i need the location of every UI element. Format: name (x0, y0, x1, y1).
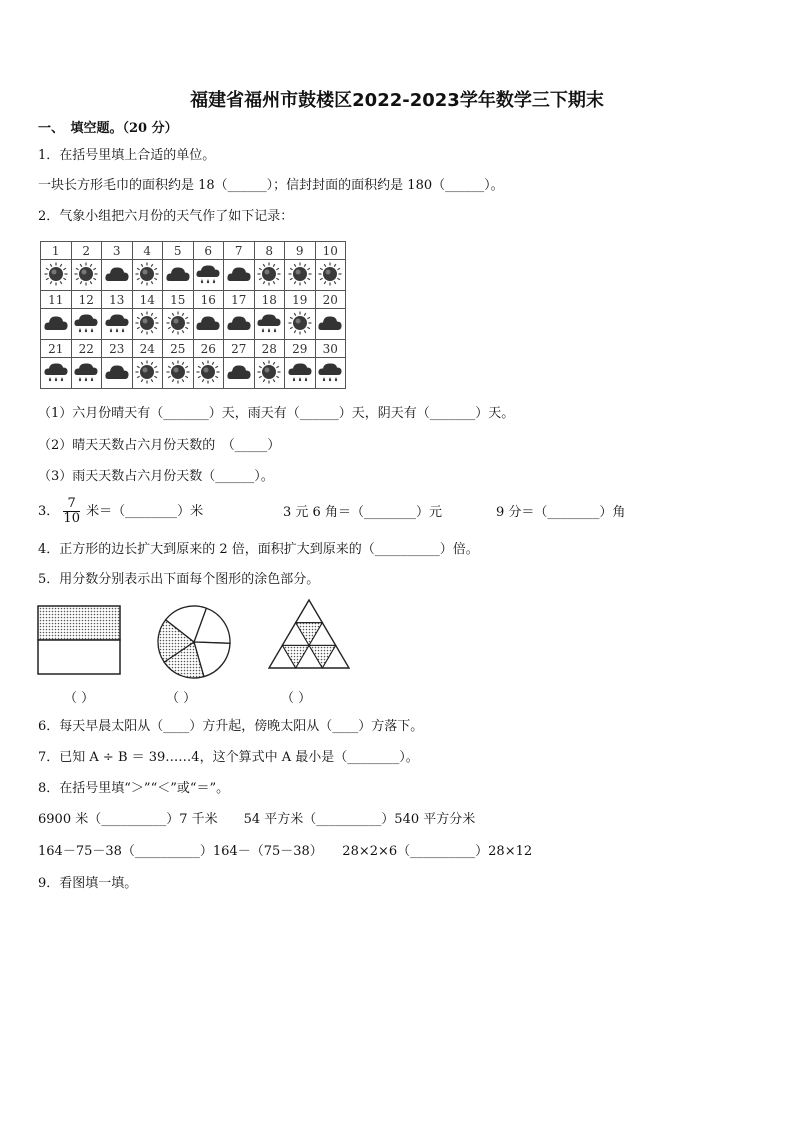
weather-cell (163, 309, 194, 340)
weather-cell (254, 260, 285, 291)
cloud-icon (165, 261, 191, 287)
cloud-icon (226, 359, 252, 385)
sun-icon (195, 359, 221, 385)
question-4: 4．正方形的边长扩大到原来的 2 倍，面积扩大到原来的（__________）倍。 (38, 542, 479, 557)
day-number: 14 (132, 291, 163, 309)
fraction-denominator: 10 (63, 511, 80, 526)
weather-cell (71, 358, 102, 389)
day-number: 10 (315, 242, 346, 260)
weather-cell (41, 358, 72, 389)
weather-cell (224, 309, 255, 340)
day-number: 26 (193, 340, 224, 358)
cloud-icon (43, 310, 69, 336)
weather-cell (41, 309, 72, 340)
weather-cell (254, 358, 285, 389)
weather-cell (315, 358, 346, 389)
day-number: 2 (71, 242, 102, 260)
weather-cell (315, 309, 346, 340)
day-number: 16 (193, 291, 224, 309)
question-7: 7．已知 A ÷ B ＝ 39……4，这个算式中 A 最小是（________）。 (38, 750, 419, 765)
weather-cell (285, 309, 316, 340)
day-number: 28 (254, 340, 285, 358)
cloud-icon (104, 359, 130, 385)
question-8-prompt: 8．在括号里填“＞”“＜”或“＝”。 (38, 781, 230, 796)
day-number: 13 (102, 291, 133, 309)
weather-cell (71, 260, 102, 291)
day-number: 3 (102, 242, 133, 260)
question-5-prompt: 5．用分数分别表示出下面每个图形的涂色部分。 (38, 572, 320, 587)
cloud-icon (195, 310, 221, 336)
question-2-prompt: 2．气象小组把六月份的天气作了如下记录： (38, 209, 294, 224)
day-number: 18 (254, 291, 285, 309)
question-9: 9．看图填一填。 (38, 876, 138, 891)
day-number: 25 (163, 340, 194, 358)
day-number: 20 (315, 291, 346, 309)
day-number: 17 (224, 291, 255, 309)
weather-cell (102, 260, 133, 291)
sun-icon (256, 359, 282, 385)
day-number: 23 (102, 340, 133, 358)
day-number: 29 (285, 340, 316, 358)
sun-icon (287, 261, 313, 287)
day-number: 12 (71, 291, 102, 309)
question-3-num: 3． (38, 504, 60, 519)
question-3-part2: 3 元 6 角＝（________）元 (283, 505, 442, 520)
weather-cell (254, 309, 285, 340)
weather-cell (193, 260, 224, 291)
question-8-row2: 164－75－38（__________）164－（75－38） 28×2×6（__________）28×12 (38, 844, 533, 859)
cloud-icon (226, 310, 252, 336)
sun-icon (317, 261, 343, 287)
question-8-row1: 6900 米（__________）7 千米 54 平方米（__________）540 平方分米 (38, 812, 476, 827)
question-3-part3: 9 分＝（________）角 (496, 505, 626, 520)
fraction-numerator: 7 (63, 497, 80, 512)
cloud-icon (226, 261, 252, 287)
question-2-sub2: （2）晴天天数占六月份天数的 （_____） (38, 438, 281, 453)
question-3 (38, 497, 203, 527)
rain-icon (73, 359, 99, 385)
sun-icon (287, 310, 313, 336)
weather-table (40, 241, 346, 389)
weather-cell (71, 309, 102, 340)
question-3-part1: 米＝（________）米 (86, 504, 204, 519)
weather-cell (285, 260, 316, 291)
rain-icon (256, 310, 282, 336)
weather-cell (132, 309, 163, 340)
triangle-figure (266, 598, 352, 672)
answer-blank-2: （ ） (166, 691, 197, 706)
day-number: 22 (71, 340, 102, 358)
day-number: 19 (285, 291, 316, 309)
question-1-text: 一块长方形毛巾的面积约是 18（______）；信封封面的面积约是 180（______）。 (38, 178, 504, 193)
day-number: 6 (193, 242, 224, 260)
answer-blank-1: （ ） (64, 691, 95, 706)
weather-cell (41, 260, 72, 291)
weather-cell (285, 358, 316, 389)
fraction (63, 497, 80, 526)
day-number: 9 (285, 242, 316, 260)
rain-icon (317, 359, 343, 385)
weather-cell (102, 309, 133, 340)
cloud-icon (104, 261, 130, 287)
sun-icon (165, 310, 191, 336)
sun-icon (256, 261, 282, 287)
rain-icon (287, 359, 313, 385)
cloud-icon (317, 310, 343, 336)
sun-icon (165, 359, 191, 385)
half-rectangle-figure (36, 604, 122, 676)
weather-cell (132, 260, 163, 291)
sun-icon (134, 310, 160, 336)
day-number: 7 (224, 242, 255, 260)
weather-cell (163, 358, 194, 389)
day-number: 4 (132, 242, 163, 260)
answer-blank-3: （ ） (281, 691, 312, 706)
weather-cell (224, 358, 255, 389)
question-6: 6．每天早晨太阳从（____）方升起，傍晚太阳从（____）方落下。 (38, 719, 424, 734)
sun-icon (134, 261, 160, 287)
question-2-sub3: （3）雨天天数占六月份天数（______）。 (38, 469, 274, 484)
weather-cell (102, 358, 133, 389)
weather-cell (193, 358, 224, 389)
weather-cell (224, 260, 255, 291)
day-number: 11 (41, 291, 72, 309)
day-number: 24 (132, 340, 163, 358)
question-1-prompt: 1．在括号里填上合适的单位。 (38, 148, 216, 163)
rain-icon (73, 310, 99, 336)
day-number: 21 (41, 340, 72, 358)
day-number: 27 (224, 340, 255, 358)
question-2-sub1: （1）六月份晴天有（_______）天，雨天有（______）天，阴天有（_______）天。 (38, 406, 515, 421)
weather-cell (163, 260, 194, 291)
pie-figure (153, 603, 235, 681)
weather-cell (193, 309, 224, 340)
weather-cell (132, 358, 163, 389)
rain-icon (104, 310, 130, 336)
day-number: 8 (254, 242, 285, 260)
day-number: 5 (163, 242, 194, 260)
day-number: 1 (41, 242, 72, 260)
section-heading: 一、 填空题。（20 分） (38, 121, 178, 136)
sun-icon (134, 359, 160, 385)
weather-cell (315, 260, 346, 291)
page-title: 福建省福州市鼓楼区2022-2023学年数学三下期末 (190, 90, 604, 111)
sun-icon (73, 261, 99, 287)
day-number: 30 (315, 340, 346, 358)
rain-icon (195, 261, 221, 287)
sun-icon (43, 261, 69, 287)
rain-icon (43, 359, 69, 385)
day-number: 15 (163, 291, 194, 309)
